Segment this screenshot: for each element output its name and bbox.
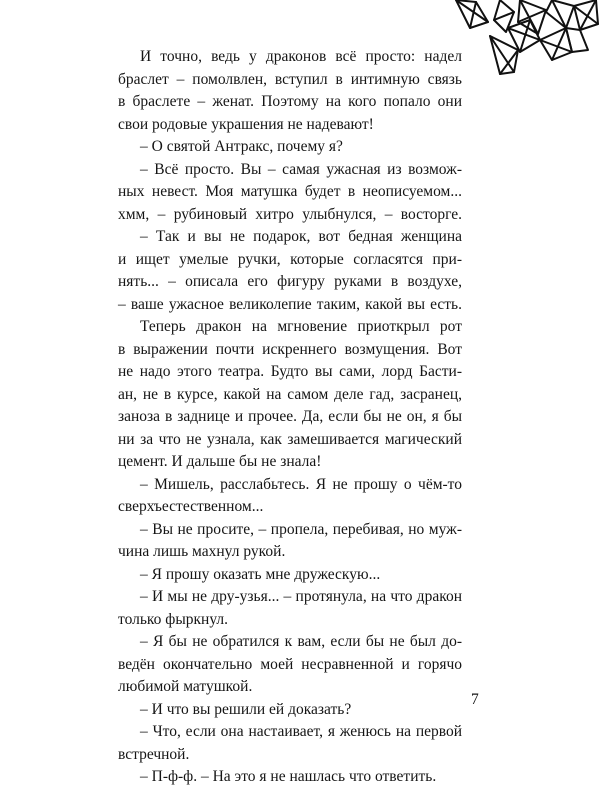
text-line: нять... – описала его фигуру руками в воздухе, xyxy=(118,273,462,290)
paragraph xyxy=(118,721,462,766)
text-line: только фыркнул. xyxy=(118,610,228,628)
crystal-ornament-icon xyxy=(448,0,600,80)
paragraph xyxy=(118,564,462,587)
text-line: – Так и вы не подарок, вот бедная женщина xyxy=(140,228,462,245)
text-line: сверхъестественном... xyxy=(118,498,264,515)
text-line: цемент. И дальше бы не знала! xyxy=(118,453,322,470)
paragraph xyxy=(118,631,462,699)
text-line: – Вы не просите, – пропела, перебивая, но муж- xyxy=(140,520,462,538)
text-line: в браслете – женат. Поэтому на кого попало они xyxy=(118,93,462,110)
text-line: – И что вы решили ей доказать? xyxy=(140,700,352,718)
text-line: ведён окончательно моей несравненной и горячо xyxy=(118,655,462,673)
text-line: – Я бы не обратился к вам, если бы не был до- xyxy=(140,633,462,650)
text-line: – Всё просто. Вы – самая ужасная из возмож- xyxy=(140,160,462,178)
text-line: заноза в заднице и прочее. Да, если бы не он, я бы xyxy=(118,408,462,425)
paragraph xyxy=(118,226,462,316)
text-line: встречной. xyxy=(118,745,190,763)
text-line: – Что, если она настаивает, я женюсь на первой xyxy=(140,723,462,740)
paragraph xyxy=(118,136,462,159)
text-line: – И мы не дру-узья... – протянула, на что дракон xyxy=(140,588,462,605)
text-line: – П-ф-ф. – На это я не нашлась что ответить. xyxy=(140,768,437,785)
text-line: И точно, ведь у драконов всё просто: надел xyxy=(140,48,462,65)
text-line: любимой матушкой. xyxy=(118,678,253,695)
text-line: и ищет умелые ручки, которые согласятся при- xyxy=(118,250,462,268)
paragraph xyxy=(118,159,462,227)
text-column xyxy=(118,46,462,789)
paragraph xyxy=(118,316,462,474)
text-line: хмм, – рубиновый хитро улыбнулся, – восторге. xyxy=(118,205,462,223)
paragraph xyxy=(118,519,462,564)
text-line: – ваше ужасное великолепие таким, какой вы есть. xyxy=(118,295,462,313)
text-line: ни за что не узнала, как замешивается магический xyxy=(118,430,462,448)
text-line: браслет – помолвлен, вступил в интимную связь xyxy=(118,70,462,88)
paragraph xyxy=(118,766,462,789)
text-line: – Мишель, расслабьтесь. Я не прошу о чём-то xyxy=(140,475,462,493)
text-line: чина лишь махнул рукой. xyxy=(118,543,286,560)
page-number: 7 xyxy=(471,691,479,708)
text-line: – Я прошу оказать мне дружескую... xyxy=(140,565,381,583)
text-line: не надо этого театра. Будто вы сами, лорд Басти- xyxy=(118,363,462,380)
text-line: Теперь дракон на мгновение приоткрыл рот xyxy=(140,318,462,335)
text-line: ных невест. Моя матушка будет в неописуемом... xyxy=(118,183,462,200)
paragraph xyxy=(118,474,462,519)
paragraph xyxy=(118,586,462,631)
text-line: ан, не в курсе, какой на самом деле гад, засранец, xyxy=(118,385,462,403)
paragraph xyxy=(118,699,462,722)
paragraph xyxy=(118,46,462,136)
text-line: в выражении почти искреннего возмущения. Вот xyxy=(118,340,462,358)
text-line: – О святой Антракс, почему я? xyxy=(140,138,343,155)
text-line: свои родовые украшения не надевают! xyxy=(118,115,374,133)
